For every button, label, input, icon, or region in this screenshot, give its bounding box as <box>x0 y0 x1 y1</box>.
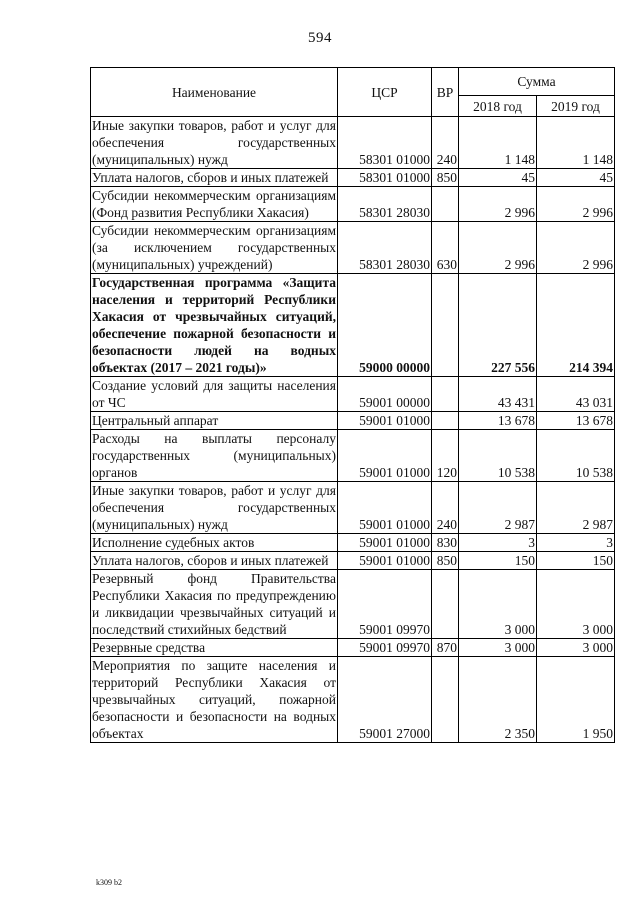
row-name: Центральный аппарат <box>91 412 338 430</box>
budget-table <box>90 67 615 743</box>
row-sum-2019: 43 031 <box>537 377 615 412</box>
row-vr: 240 <box>432 117 459 169</box>
row-name: Уплата налогов, сборов и иных платежей <box>91 552 338 570</box>
table-row <box>91 552 615 570</box>
table-row <box>91 412 615 430</box>
row-sum-2019: 214 394 <box>537 274 615 377</box>
row-name: Государственная программа «Защита населения и территорий Республики Хакасия от чрезвычайных ситуаций, обеспечение пожарной безопасности и безопасности людей на водных объектах (2017 – 2021 годы)» <box>92 275 336 375</box>
row-sum-2019: 2 996 <box>537 222 615 274</box>
row-csr: 59001 01000 <box>338 482 432 534</box>
table-row <box>91 117 615 169</box>
header-sum: Сумма <box>459 68 615 96</box>
row-name: Резервный фонд Правительства Республики Хакасия по предупреждению и ликвидации чрезвычайных ситуаций и последствий стихийных бедствий <box>92 571 336 637</box>
row-vr: 240 <box>432 482 459 534</box>
row-sum-2018: 43 431 <box>459 377 537 412</box>
row-sum-2019: 45 <box>537 169 615 187</box>
row-sum-2018: 3 000 <box>459 639 537 657</box>
row-sum-2019: 10 538 <box>537 430 615 482</box>
header-name: Наименование <box>91 68 338 117</box>
row-sum-2019: 13 678 <box>537 412 615 430</box>
row-csr: 59001 27000 <box>338 657 432 743</box>
table-row <box>91 570 615 639</box>
row-sum-2018: 3 000 <box>459 570 537 639</box>
row-vr: 870 <box>432 639 459 657</box>
row-csr: 59001 01000 <box>338 552 432 570</box>
page-number: 594 <box>308 30 332 46</box>
row-sum-2018: 2 987 <box>459 482 537 534</box>
row-sum-2018: 2 996 <box>459 187 537 222</box>
row-name: Резервные средства <box>91 639 338 657</box>
row-vr: 830 <box>432 534 459 552</box>
footer-code: k309 b2 <box>96 878 122 887</box>
row-sum-2019: 150 <box>537 552 615 570</box>
row-sum-2019: 2 996 <box>537 187 615 222</box>
row-vr <box>432 187 459 222</box>
table-row <box>91 657 615 743</box>
row-sum-2019: 2 987 <box>537 482 615 534</box>
row-sum-2018: 2 350 <box>459 657 537 743</box>
row-sum-2019: 1 950 <box>537 657 615 743</box>
row-sum-2019: 3 000 <box>537 639 615 657</box>
table-row <box>91 274 615 377</box>
row-vr <box>432 412 459 430</box>
row-vr <box>432 570 459 639</box>
row-name: Создание условий для защиты населения от ЧС <box>92 378 336 410</box>
table-row <box>91 169 615 187</box>
row-sum-2018: 150 <box>459 552 537 570</box>
row-sum-2019: 3 000 <box>537 570 615 639</box>
row-vr <box>432 377 459 412</box>
row-csr: 59001 01000 <box>338 430 432 482</box>
row-name: Исполнение судебных актов <box>91 534 338 552</box>
row-csr: 59000 00000 <box>338 274 432 377</box>
row-name: Субсидии некоммерческим организациям (Фонд развития Республики Хакасия) <box>92 188 336 220</box>
row-sum-2018: 3 <box>459 534 537 552</box>
table-row <box>91 222 615 274</box>
row-csr: 58301 01000 <box>338 117 432 169</box>
row-name: Субсидии некоммерческим организациям (за исключением государственных (муниципальных) учреждений) <box>92 223 336 272</box>
row-vr <box>432 657 459 743</box>
row-name: Мероприятия по защите населения и территорий Республики Хакасия от чрезвычайных ситуаций, пожарной безопасности и безопасности на водных объектах <box>92 658 336 741</box>
row-sum-2018: 10 538 <box>459 430 537 482</box>
table-row <box>91 482 615 534</box>
row-name: Иные закупки товаров, работ и услуг для обеспечения государственных (муниципальных) нужд <box>92 483 336 532</box>
row-csr: 58301 28030 <box>338 187 432 222</box>
row-name: Уплата налогов, сборов и иных платежей <box>91 169 338 187</box>
table-header <box>91 68 615 117</box>
row-vr: 630 <box>432 222 459 274</box>
row-sum-2019: 3 <box>537 534 615 552</box>
row-sum-2019: 1 148 <box>537 117 615 169</box>
header-csr: ЦСР <box>338 68 432 117</box>
row-vr: 120 <box>432 430 459 482</box>
table-body <box>91 117 615 743</box>
row-vr: 850 <box>432 552 459 570</box>
row-vr <box>432 274 459 377</box>
table-row <box>91 377 615 412</box>
table-row <box>91 430 615 482</box>
row-csr: 59001 00000 <box>338 377 432 412</box>
row-csr: 58301 01000 <box>338 169 432 187</box>
row-name: Расходы на выплаты персоналу государственных (муниципальных) органов <box>92 431 336 480</box>
row-sum-2018: 227 556 <box>459 274 537 377</box>
row-csr: 58301 28030 <box>338 222 432 274</box>
row-vr: 850 <box>432 169 459 187</box>
table-row <box>91 639 615 657</box>
table-row <box>91 187 615 222</box>
header-year-2019: 2019 год <box>537 96 615 117</box>
row-sum-2018: 1 148 <box>459 117 537 169</box>
row-name: Иные закупки товаров, работ и услуг для обеспечения государственных (муниципальных) нужд <box>92 118 336 167</box>
table-row <box>91 534 615 552</box>
row-csr: 59001 09970 <box>338 639 432 657</box>
header-year-2018: 2018 год <box>459 96 537 117</box>
header-vr: ВР <box>432 68 459 117</box>
row-sum-2018: 45 <box>459 169 537 187</box>
row-csr: 59001 09970 <box>338 570 432 639</box>
row-csr: 59001 01000 <box>338 534 432 552</box>
row-csr: 59001 01000 <box>338 412 432 430</box>
row-sum-2018: 13 678 <box>459 412 537 430</box>
row-sum-2018: 2 996 <box>459 222 537 274</box>
